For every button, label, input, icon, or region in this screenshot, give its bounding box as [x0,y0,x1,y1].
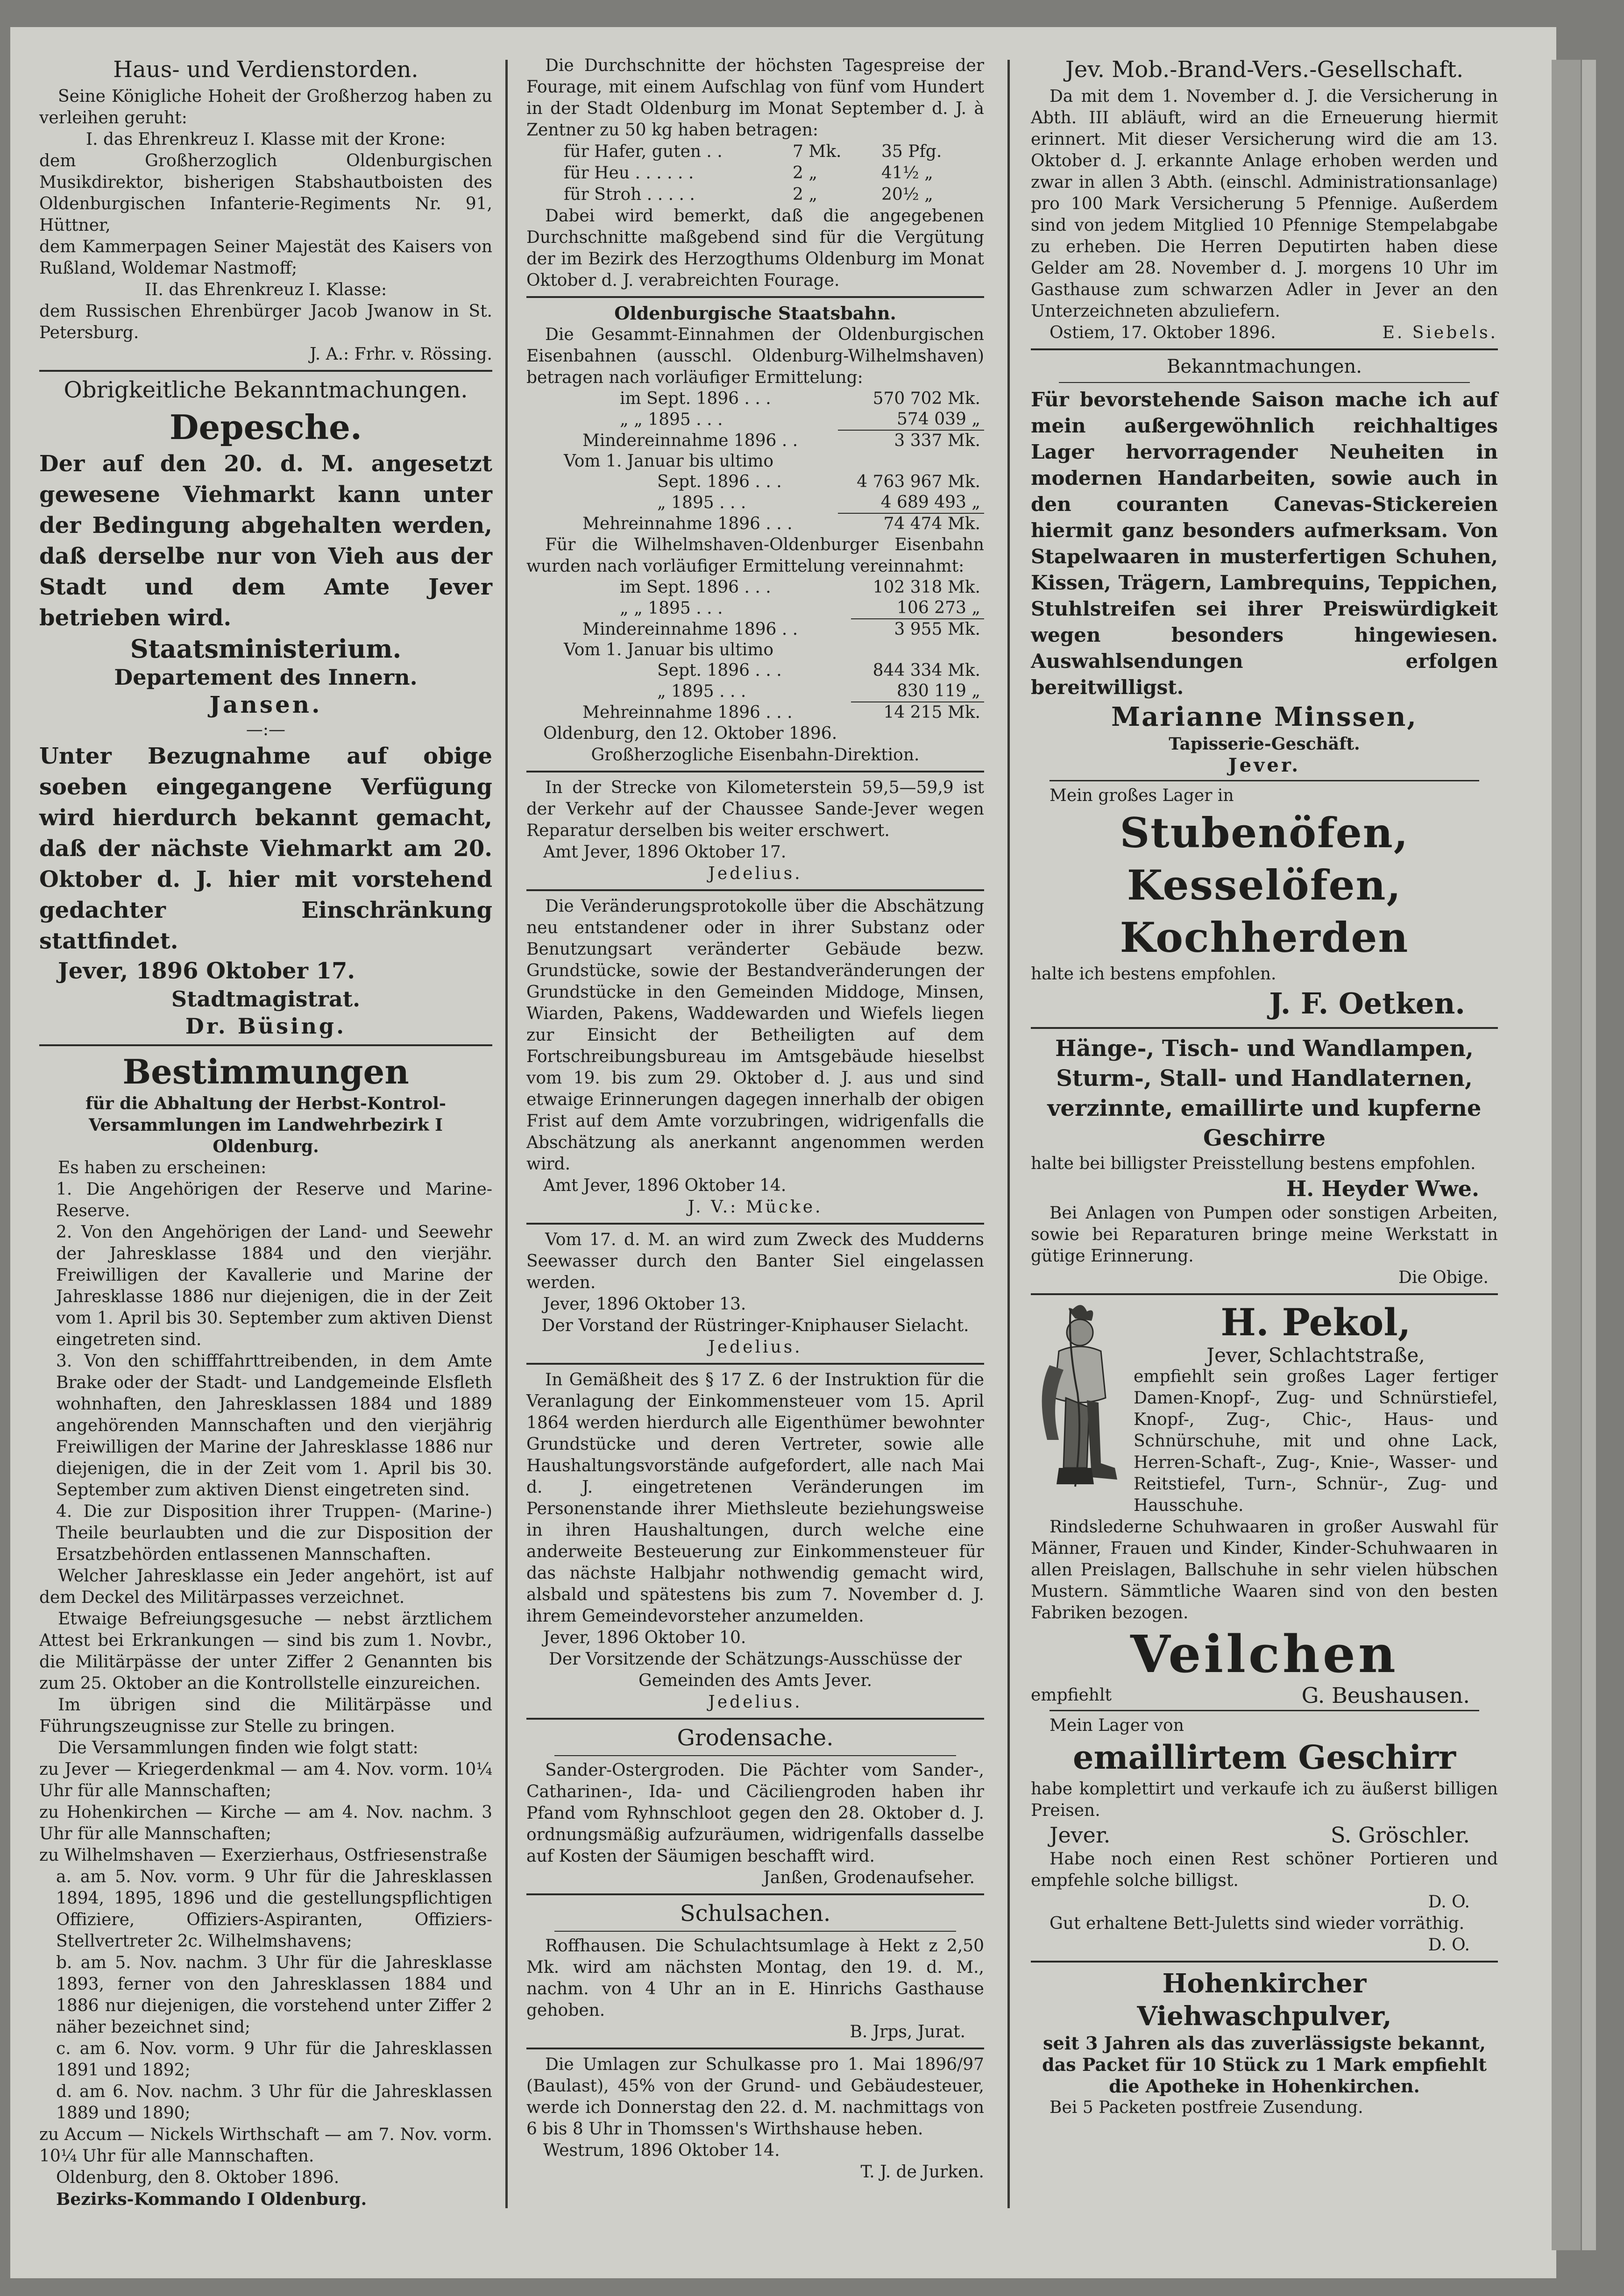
bestimmungen-paragraph: Die Versammlungen finden wie folgt statt: [58,1738,418,1757]
oetken-headline-2: Kesselöfen, [1127,861,1402,909]
grosch-footer [1031,1821,1498,1849]
chaussee-text: In der Strecke von Kilometerstein 59,5—59,9 ist der Verkehr auf der Chaussee Sande-Jever wegen Reparatur derselben bis weiter erschwert. [526,778,984,840]
versammlung-slot: b. am 5. Nov. nachm. 3 Uhr für die Jahresklasse 1893, ferner von den Jahresklassen 1884 und 1886 nur diejenigen, die vorstehend unter Ziffer 2 näher bezeichnet sind; [56,1953,492,2037]
bahn-row [526,513,984,534]
bahn-date: Oldenburg, den 12. Oktober 1896. [543,724,837,743]
minssen-name: Marianne Minssen, [1111,702,1418,732]
bahn-label: Mindereinnahme 1896 . . [582,431,798,450]
column-right [1031,55,1498,2119]
divider [526,771,984,772]
heyder-text: Hänge-, Tisch- und Wandlampen, Sturm-, Stall- und Handlaternen, verzinnte, emaillirte und kupferne Geschirre [1047,1035,1482,1151]
bett-signature: D. O. [1428,1935,1470,1955]
chaussee-signature: Jedelius. [708,864,802,883]
fourage-pf: 35 Pfg. [881,142,942,161]
divider [1050,1710,1479,1711]
bahn-value: 830 119 „ [851,681,984,702]
bahn-label: im Sept. 1896 . . . [620,389,771,408]
versammlung-slot: a. am 5. Nov. vorm. 9 Uhr für die Jahresklassen 1894, 1895, 1896 und die gestellungspflichtigen Offiziere, Offiziers-Aspiranten, Offiziers-Stellvertreter 2c. Wilhelmshavens; [56,1867,492,1951]
bahn-row [526,492,984,513]
bahn-label: Mehreinnahme 1896 . . . [582,514,793,533]
bahn-text-2: Für die Wilhelmshaven-Oldenburger Eisenbahn wurden nach vorläufiger Ermittelung vereinnahmt: [526,535,984,576]
umlagen-text: Die Umlagen zur Schulkasse pro 1. Mai 1896/97 (Baulast), 45% von der Grund- und Gebäudesteuer, werde ich Donnerstag den 22. d. M. nachmittags von 6 bis 8 Uhr in Thomssen's Wirthshause heben. [526,2055,984,2139]
bahn-value: 74 474 Mk. [883,514,980,533]
bahn-value: 14 215 Mk. [883,703,980,722]
bezug-text: Unter Bezugnahme auf obige soeben eingegangene Verfügung wird hierdurch bekannt gemacht, daß der nächste Viehmarkt am 20. Oktober d. J. hier mit vorstehend gedachter Einschränkung stattfindet. [39,743,492,954]
depesche-text: Der auf den 20. d. M. angesetzt gewesene Viehmarkt kann unter der Bedingung abgehalten werden, daß derselbe nur von Vieh aus der Stadt und dem Amte Jever betrieben wird. [39,451,492,631]
mudder-signature: Jedelius. [708,1338,802,1357]
bahn-label: „ 1895 . . . [657,681,746,701]
divider [1031,348,1498,350]
mob-signature: E. Siebels. [1382,323,1498,342]
fourage-label: für Heu . . . . . . [564,163,694,183]
divider [554,1755,956,1756]
vieh-text: seit 3 Jahren als das zuverlässigste bekannt, das Packet für 10 Stück zu 1 Mark empfiehlt die Apotheke in Hohenkirchen. [1042,2033,1487,2097]
minssen-sub: Tapisserie-Geschäft. [1169,734,1360,754]
bestimmungen-signature: Bezirks-Kommando I Oldenburg. [56,2190,367,2209]
bahn-row [526,451,984,472]
signer-busing: Dr. Büsing. [185,1013,347,1039]
cherub-boot-illustration-icon [1031,1300,1124,1496]
oetken-name: J. F. Oetken. [1269,986,1465,1020]
schul-text: Roffhausen. Die Schulachtsumlage à Hekt z 2,50 Mk. wird am nächsten Montag, den 19. d. M., nachm. von 4 Uhr an in E. Hinrichs Gasthause gehoben. [526,1936,984,2020]
groden-text: Sander-Ostergroden. Die Pächter vom Sander-, Catharinen-, Ida- und Cäciliengroden haben ihr Pfand vom Ryhnschloot gegen den 28. Oktober d. J. ordnungsmäßig aufzuräumen, widrigenfalls dasselbe auf Kosten der Säumigen beschafft wird. [526,1761,984,1866]
bahn-row [526,409,984,430]
bestimmungen-paragraph: Im übrigen sind die Militärpässe und Führungszeugnisse zur Stelle zu bringen. [39,1695,492,1736]
fourage-pf: 41½ „ [881,163,933,183]
orden-class1: I. das Ehrenkreuz I. Klasse mit der Krone: [85,130,446,149]
bahn-signature: Großherzogliche Eisenbahn-Direktion. [591,745,920,765]
heyder-note: Bei Anlagen von Pumpen oder sonstigen Arbeiten, sowie bei Reparaturen bringe meine Werkstatt in gütige Erinnerung. [1031,1204,1498,1266]
mob-text: Da mit dem 1. November d. J. die Versicherung in Abth. III abläuft, wird an die Erneuerung hiermit erinnert. Mit dieser Versicherung wird die am 13. Oktober d. J. erkannte Anlage erhoben werden und zwar in allen 3 Abth. (einschl. Administrationsanlage) pro 100 Mark Versicherung 5 Pfennige. Außerdem sind von jedem Mitglied 10 Pfennige Stempelabgabe zu erheben. Die Herren Deputirten haben diese Gelder am 28. November d. J. morgens 10 Uhr im Gasthause zum schwarzen Adler in Jever an den Unterzeichneten abzuliefern. [1031,87,1498,321]
divider [1031,1293,1498,1295]
column-rule [1007,60,1010,2208]
bahn-value: 3 337 Mk. [894,431,980,450]
veilchen-name: G. Beushausen. [1301,1683,1470,1708]
bestimmungen-paragraph: Welcher Jahresklasse ein Jeder angehört, ist auf dem Deckel des Militärpasses verzeichnet. [39,1566,492,1607]
bestimmungen-item: 2. Von den Angehörigen der Land- und Seewehr der Jahresklasse 1884 und den vierjähr. Freiwilligen der Kavallerie und Marine der Jahresklasse 1886 nur diejenigen, die in der Zeit vom 1. April bis 30. September zum aktiven Dienst eingetreten sind. [56,1223,492,1349]
bahn-table-1 [526,389,984,534]
divider [1031,1027,1498,1029]
bahn-label: Vom 1. Januar bis ultimo [564,640,774,659]
bahn-row [526,619,984,640]
divider [39,1044,492,1046]
bahn-label: „ „ 1895 . . . [620,410,723,429]
ornament-divider: —:— [246,720,286,739]
page-edge [1552,60,1581,2250]
bahn-row [526,640,984,660]
mob-footer [1031,322,1498,344]
bahn-table-2 [526,577,984,723]
bahn-value [838,451,984,472]
grosch-name: S. Gröschler. [1330,1822,1470,1848]
bahn-label: Sept. 1896 . . . [657,472,782,491]
oetken-recommend: halte ich bestens empfohlen. [1031,964,1277,984]
veilchen-recommend: empfiehlt [1031,1686,1112,1705]
groden-title: Grodensache. [677,1725,834,1751]
grosch-lead: Mein Lager von [1050,1716,1184,1735]
portieren-signature: D. O. [1428,1892,1470,1912]
pekol-address: Jever, Schlachtstraße, [1206,1344,1425,1367]
oetken-lead: Mein großes Lager in [1050,786,1234,805]
orden-recipient: dem Russischen Ehrenbürger Jacob Jwanow in St. Petersburg. [39,302,492,342]
groden-signature: Janßen, Grodenaufseher. [763,1868,975,1887]
bahn-label: „ 1895 . . . [657,493,746,512]
umlagen-signature: T. J. de Jurken. [860,2162,984,2182]
oetken-headline-3: Kochherden [1120,913,1409,962]
divider [1031,1961,1498,1963]
mudder-text: Vom 17. d. M. an wird zum Zweck des Mudderns Seewasser durch den Banter Siel eingelassen werden. [526,1230,984,1292]
fourage-label: für Hafer, guten . . [564,142,723,161]
signer-jansen: Jansen. [209,691,322,718]
bahn-label: Mindereinnahme 1896 . . [582,619,798,639]
orden-recipient: dem Kammerpagen Seiner Majestät des Kaisers von Rußland, Woldemar Nastmoff; [39,237,492,278]
divider [526,1363,984,1365]
bahn-label: Vom 1. Januar bis ultimo [564,452,774,471]
pekol-text: empfiehlt sein großes Lager fertiger Damen-Knopf-, Zug- und Schnürstiefel, Knopf-, Zug-, Chic-, Haus- und Schnürschuhe, mit und ohne Lack, Herren-Schaft-, Zug-, Knie-, Wasser- und Reitstiefel, Turn-, Schnür-, Zug- und Hausschuhe. [1134,1367,1498,1515]
bek-title: Bekanntmachungen. [1167,356,1362,377]
bahn-row [526,577,984,598]
orden-class2: II. das Ehrenkreuz I. Klasse: [144,280,387,299]
bahn-value: 102 318 Mk. [872,578,980,597]
versammlung-place: zu Wilhelmshaven — Exerzierhaus, Ostfriesenstraße [39,1846,487,1865]
fourage-pf: 20½ „ [881,185,933,204]
gemaess-signature: Jedelius. [708,1693,802,1712]
divider [526,296,984,298]
bestimmungen-item: 4. Die zur Disposition ihrer Truppen- (Marine-) Theile beurlaubten und die zur Disposition der Ersatzbehörden entlassenen Mannschaften. [56,1502,492,1564]
bahn-value: 574 039 „ [838,409,984,430]
gemaess-org: Der Vorsitzende der Schätzungs-Ausschüsse der Gemeinden des Amts Jever. [549,1650,962,1690]
bahn-row [526,430,984,451]
bahn-row [526,660,984,681]
fourage-note: Dabei wird bemerkt, daß die angegebenen Durchschnitte maßgebend sind für die Vergütung der im Bezirk des Herzogthums Oldenburg im Monat Oktober d. J. verabreichten Fourage. [526,206,984,290]
divider [526,1718,984,1720]
schul-signature: B. Jrps, Jurat. [850,2022,965,2041]
fourage-label: für Stroh . . . . . [564,185,695,204]
pekol-ad [1031,1300,1498,1516]
divider [1059,382,1470,383]
gemaess-date: Jever, 1896 Oktober 10. [543,1628,746,1647]
versammlung-place: zu Hohenkirchen — Kirche — am 4. Nov. nachm. 3 Uhr für alle Mannschaften; [39,1803,492,1843]
departement: Departement des Innern. [114,665,418,690]
bahn-row [526,681,984,702]
divider [1050,780,1479,781]
bahn-label: Mehreinnahme 1896 . . . [582,702,793,722]
divider [526,1223,984,1225]
heyder-signature: Die Obige. [1398,1268,1489,1287]
bestimmungen-paragraph: Etwaige Befreiungsgesuche — nebst ärztlichem Attest bei Erkrankungen — sind bis zum 1. Novbr., die Militärpässe der unter Ziffer 2 Genannten bis zum 25. Oktober an die Kontrollstelle einzureichen. [39,1609,492,1693]
divider [554,1931,956,1932]
minssen-place: Jever. [1228,754,1301,776]
orden-intro: Seine Königliche Hoheit der Großherzog haben zu verleihen geruht: [39,87,492,128]
bahn-value: 106 273 „ [851,598,984,619]
veilchen-title: Veilchen [1130,1624,1398,1684]
fourage-row [526,184,984,206]
obrig-title: Obrigkeitliche Bekanntmachungen. [64,377,468,403]
orden-signature: J. A.: Frhr. v. Rössing. [310,345,492,364]
mudder-date: Jever, 1896 Oktober 13. [543,1295,746,1314]
fourage-mk: 2 „ [793,163,817,183]
grosch-place: Jever. [1050,1822,1111,1848]
grosch-text: habe komplettirt und verkaufe ich zu äußerst billigen Preisen. [1031,1779,1498,1820]
bahn-label: im Sept. 1896 . . . [620,578,771,597]
bahn-value: 844 334 Mk. [872,661,980,680]
saison-text: Für bevorstehende Saison mache ich auf mein außergewöhnlich reichhaltiges Lager hervorragender Neuheiten in modernen Handarbeiten, sowie auch in den couranten Canevas-Stickereien hiermit ganz besonders aufmerksam. Von Stapelwaaren in musterfertigen Schuhen, Kissen, Trägern, Lambrequins, Teppichen, Stuhlstreifen sei ihrer Preiswürdigkeit wegen besonders hingewiesen. Auswahlsendungen erfolgen bereitwilligst. [1031,388,1498,699]
fourage-row [526,141,984,163]
column-middle [526,55,984,2183]
bahn-row [526,389,984,409]
bahn-title: Oldenburgische Staatsbahn. [614,303,896,324]
versammlung-slot: c. am 6. Nov. vorm. 9 Uhr für die Jahresklassen 1891 und 1892; [56,2039,492,2080]
grosch-headline: emaillirtem Geschirr [1072,1738,1456,1777]
heyder-recommend: halte bei billigster Preisstellung bestens empfohlen. [1031,1154,1476,1173]
protokoll-text: Die Veränderungsprotokolle über die Abschätzung neu entstandener oder in ihrer Substanz oder Benutzungsart veränderter Gebäude bezw. Grundstücke, sowie der Bestandveränderungen der Grundstücke in den Gemeinden Middoge, Minsen, Wiarden, Pakens, Waddewarden und Wiefels liegen zur Einsicht der Betheiligten auf dem Fortschreibungsbureau im Amtsgebäude hieselbst vom 19. bis zum 29. Oktober d. J. aus und sind etwaige Erinnerungen dagegen innerhalb der obigen Frist auf dem Amte vorzubringen, widrigenfalls die Abschätzung als anerkannt angenommen werden wird. [526,897,984,1174]
bestimmungen-title: Bestimmungen [122,1052,409,1091]
staatsministerium: Staatsministerium. [130,634,402,664]
column-rule [505,60,508,2208]
bahn-value: 4 689 493 „ [838,492,984,513]
gemaess-text: In Gemäßheit des § 17 Z. 6 der Instruktion für die Veranlagung der Einkommensteuer vom 15. April 1864 werden hierdurch alle Eigenthümer bewohnter Grundstücke und deren Vertreter, sowie alle Haushaltungsvorstände aufgefordert, alle nach Mai d. J. eingetretenen Veränderungen im Personenstande ihrer Miethsleute beziehungsweise in ihren Haushaltungen, durch welche eine anderweite Besteuerung zur Einkommensteuer für das nächste Halbjahr nothwendig gemacht wird, alsbald und spätestens bis zum 7. November d. J. ihrem Gemeindevorsteher anzumelden. [526,1370,984,1626]
chaussee-date: Amt Jever, 1896 Oktober 17. [543,843,787,862]
column-left [39,55,492,2210]
divider [526,1893,984,1895]
schul-title: Schulsachen. [680,1900,831,1927]
bahn-row [526,702,984,723]
bestimmungen-date: Oldenburg, den 8. Oktober 1896. [56,2168,340,2187]
bett-text: Gut erhaltene Bett-Juletts sind wieder vorräthig. [1050,1914,1465,1933]
bahn-value: 570 702 Mk. [872,389,980,408]
depesche-title: Depesche. [170,407,362,447]
bestimmungen-item: 1. Die Angehörigen der Reserve und Marine-Reserve. [56,1180,492,1220]
divider [39,370,492,372]
portieren-text: Habe noch einen Rest schöner Portieren und empfehle solche billigst. [1031,1850,1498,1890]
versammlung-place: zu Accum — Nickels Wirthschaft — am 7. Nov. vorm. 10¼ Uhr für alle Mannschaften. [39,2125,492,2166]
bahn-label: „ „ 1895 . . . [620,598,723,618]
heyder-name: H. Heyder Wwe. [1286,1176,1479,1201]
versammlung-place: zu Jever — Kriegerdenkmal — am 4. Nov. vorm. 10¼ Uhr für alle Mannschaften; [39,1760,492,1800]
bestimmungen-item: 3. Von den schifffahrttreibenden, in dem Amte Brake oder der Stadt- und Landgemeinde Elsfleth wohnhaften, den Jahresklassen 1884 und 1889 angehörenden Mannschaften und den vierjährig Freiwilligen der Marine der Jahresklasse 1886 nur diejenigen, die in der Zeit vom 1. April bis 30. September zum aktiven Dienst eingetreten sind. [56,1352,492,1500]
bahn-text: Die Gesammt-Einnahmen der Oldenburgischen Eisenbahnen (ausschl. Oldenburg-Wilhelmshaven) betragen nach vorläufiger Ermittelung: [526,325,984,387]
orden-recipient: dem Großherzoglich Oldenburgischen Musikdirektor, bisherigen Stabshautboisten des Oldenburgischen Infanterie-Regiments Nr. 91, Hüttner, [39,151,492,235]
bahn-value: 4 763 967 Mk. [857,472,980,491]
protokoll-date: Amt Jever, 1896 Oktober 14. [543,1176,787,1195]
fourage-row [526,163,984,184]
vieh-title: Hohenkircher Viehwaschpulver, [1137,1968,1392,2032]
protokoll-signature: J. V.: Mücke. [688,1198,823,1217]
oetken-headline-1: Stubenöfen, [1120,808,1409,857]
versammlung-slot: d. am 6. Nov. nachm. 3 Uhr für die Jahresklassen 1889 und 1890; [56,2082,492,2123]
bahn-row [526,598,984,619]
bahn-label: Sept. 1896 . . . [657,661,782,680]
fourage-text: Die Durchschnitte der höchsten Tagespreise der Fourage, mit einem Aufschlag von fünf vom Hundert in der Stadt Oldenburg im Monat September d. J. à Zentner zu 50 kg haben betragen: [526,56,984,140]
bahn-value: 3 955 Mk. [894,620,980,639]
mob-date: Ostiem, 17. Oktober 1896. [1050,323,1276,342]
bahn-value [851,640,984,660]
page-edge-outer [1582,60,1596,2250]
orden-title: Haus- und Verdienstorden. [113,57,418,83]
vieh-note: Bei 5 Packeten postfreie Zusendung. [1050,2098,1363,2117]
pekol-name: H. Pekol, [1220,1300,1411,1344]
bestimmungen-subtitle: für die Abhaltung der Herbst-Kontrol-Versammlungen im Landwehrbezirk I Oldenburg. [85,1094,446,1156]
stadtmagistrat: Stadtmagistrat. [171,986,361,1012]
fourage-mk: 2 „ [793,185,817,204]
jever-date: Jever, 1896 Oktober 17. [58,958,355,984]
veilchen-footer [1031,1685,1498,1706]
bahn-row [526,472,984,492]
bestimmungen-lead: Es haben zu erscheinen: [58,1158,267,1177]
mob-title: Jev. Mob.-Brand-Vers.-Gesellschaft. [1065,57,1464,83]
fourage-mk: 7 Mk. [793,142,842,161]
pekol-body [1134,1300,1498,1516]
divider [526,2048,984,2049]
mudder-org: Der Vorstand der Rüstringer-Kniphauser Sielacht. [541,1316,969,1335]
divider [526,889,984,891]
newspaper-page [10,27,1556,2278]
umlagen-date: Westrum, 1896 Oktober 14. [543,2141,780,2160]
pekol-text-2: Rindslederne Schuhwaaren in großer Auswahl für Männer, Frauen und Kinder, Kinder-Schuhwaaren in allen Preislagen, Ballschuhe in sehr vielen hübschen Mustern. Sämmtliche Waaren sind von den besten Fabriken bezogen. [1031,1517,1498,1623]
